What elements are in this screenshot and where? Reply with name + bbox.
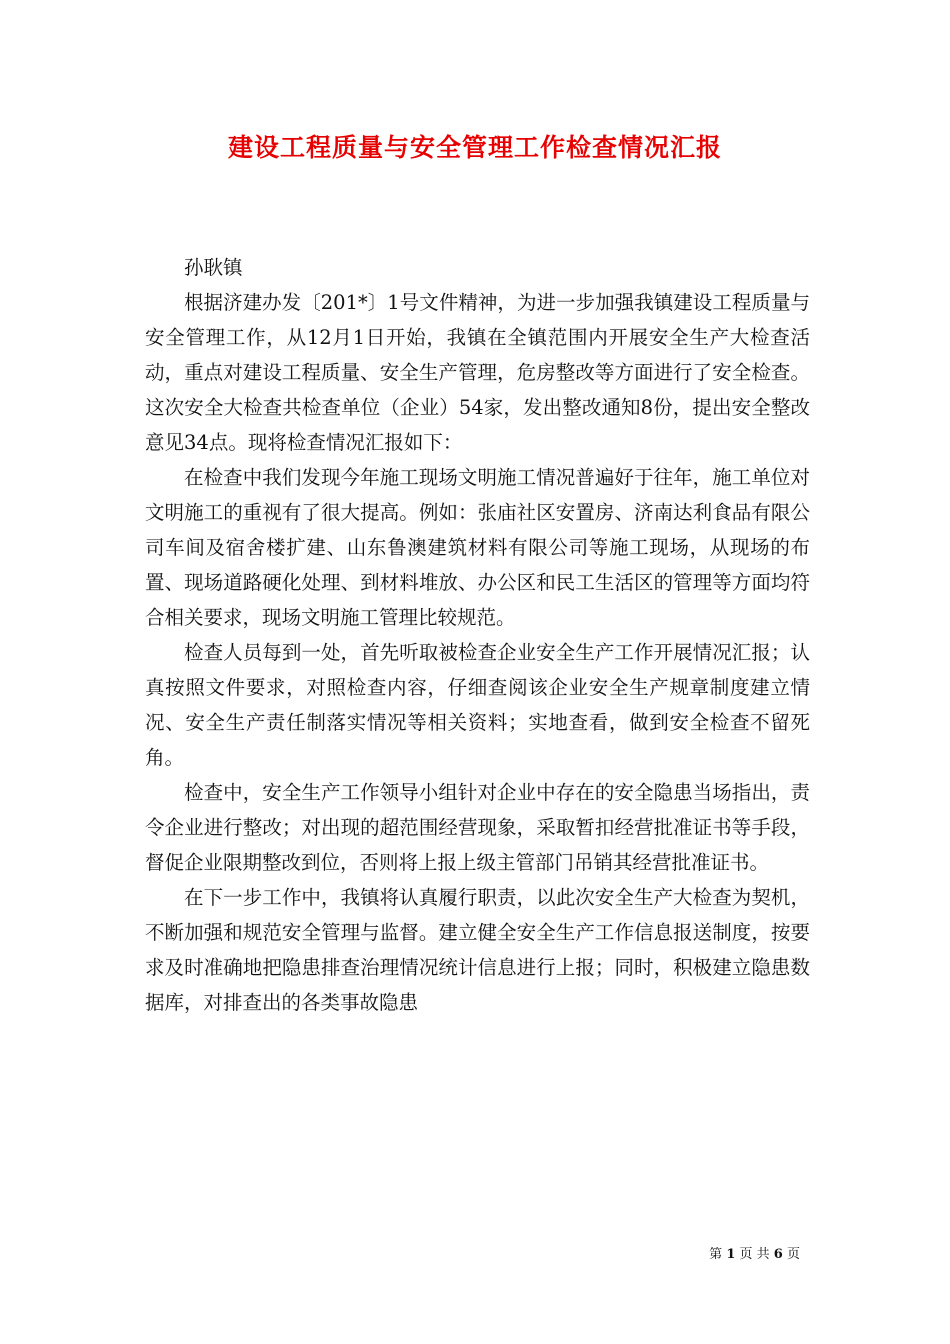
page-label-suffix: 页 (786, 1247, 800, 1262)
current-page-number: 1 (726, 1247, 736, 1262)
total-pages-number: 6 (773, 1247, 783, 1262)
paragraph: 在检查中我们发现今年施工现场文明施工情况普遍好于往年，施工单位对文明施工的重视有了很大提高。例如：张庙社区安置房、济南达利食品有限公司车间及宿舍楼扩建、山东鲁澳建筑材料有限公司等施工现场，从现场的布置、现场道路硬化处理、到材料堆放、办公区和民工生活区的管理等方面均符合相关要求，现场文明施工管理比较规范。 (145, 466, 810, 629)
paragraph: 检查人员每到一处，首先听取被检查企业安全生产工作开展情况汇报；认真按照文件要求，对照检查内容，仔细查阅该企业安全生产规章制度建立情况、安全生产责任制落实情况等相关资料；实地查看，做到安全检查不留死角。 (145, 641, 810, 769)
document-title: 建设工程质量与安全管理工作检查情况汇报 (227, 133, 722, 162)
paragraph: 根据济建办发〔201*〕1号文件精神，为进一步加强我镇建设工程质量与安全管理工作，从12月1日开始，我镇在全镇范围内开展安全生产大检查活动，重点对建设工程质量、安全生产管理，危房整改等方面进行了安全检查。这次安全大检查共检查单位（企业）54家，发出整改通知8份，提出安全整改意见34点。现将检查情况汇报如下： (145, 291, 810, 454)
page-label-middle: 页 共 (739, 1247, 770, 1262)
document-body (145, 250, 810, 1020)
paragraph: 检查中，安全生产工作领导小组针对企业中存在的安全隐患当场指出，责令企业进行整改；对出现的超范围经营现象，采取暂扣经营批准证书等手段，督促企业限期整改到位，否则将上报上级主管部门吊销其经营批准证书。 (145, 781, 810, 874)
author-line: 孙耿镇 (184, 256, 243, 279)
page-label-prefix: 第 (709, 1247, 723, 1262)
paragraph: 在下一步工作中，我镇将认真履行职责，以此次安全生产大检查为契机，不断加强和规范安全管理与监督。建立健全安全生产工作信息报送制度，按要求及时准确地把隐患排查治理情况统计信息进行上报；同时，积极建立隐患数据库，对排查出的各类事故隐患 (145, 886, 810, 1014)
page-number (709, 1247, 800, 1263)
